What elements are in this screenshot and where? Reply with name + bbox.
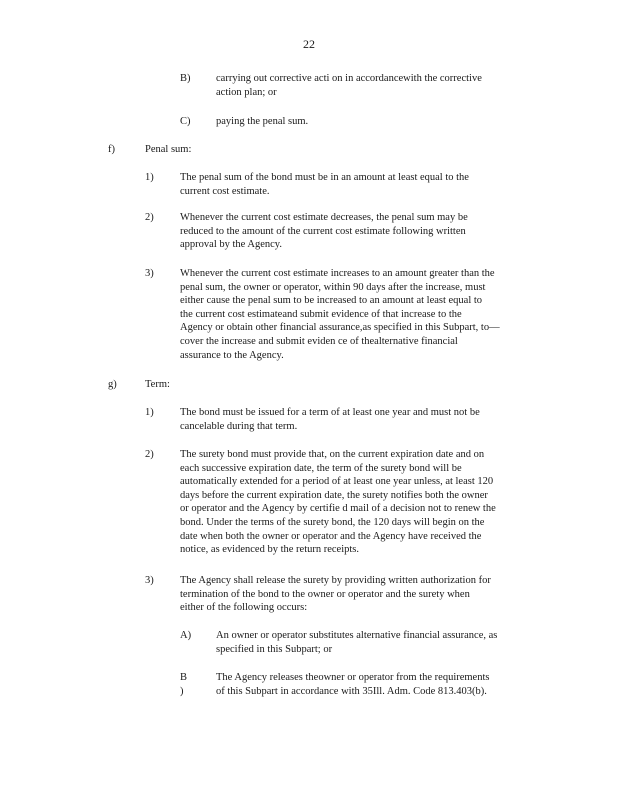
clause-line: notice, as evidenced by the return receipts. bbox=[180, 544, 360, 556]
clause-line: Agency or obtain other financial assurance,as specified in this Subpart, to— bbox=[180, 322, 500, 334]
clause-line: either cause the penal sum to be increased to an amount at least equal to bbox=[180, 295, 483, 307]
clause-label: 3) bbox=[145, 575, 154, 586]
section-heading: Penal sum: bbox=[145, 144, 192, 155]
clause-line: automatically extended for a period of at least one year unless, at least 120 bbox=[180, 476, 494, 488]
clause-line: The penal sum of the bond must be in an amount at least equal to the bbox=[180, 172, 469, 183]
clause-line: days before the current expiration date, the surety notifies both the owner bbox=[180, 489, 488, 501]
section-label: g) bbox=[108, 379, 117, 390]
clause-label: 2) bbox=[145, 212, 154, 223]
clause-line: the current cost estimateand submit evidence of that increase to the bbox=[180, 308, 462, 320]
clause-line: termination of the bond to the owner or operator and the surety when bbox=[180, 588, 470, 600]
clause-line: action plan; or bbox=[216, 86, 277, 98]
clause-line: penal sum, the owner or operator, within 90 days after the increase, must bbox=[180, 281, 486, 293]
clause-line: The surety bond must provide that, on the current expiration date and on bbox=[180, 449, 485, 460]
clause-label: B ) bbox=[180, 672, 188, 697]
clause-label: 1) bbox=[145, 407, 154, 418]
clause-line: current cost estimate. bbox=[180, 185, 270, 197]
section-label: f) bbox=[108, 144, 115, 155]
clause-line: assurance to the Agency. bbox=[180, 349, 284, 361]
clause-label: B) bbox=[180, 73, 191, 84]
clause-line: Whenever the current cost estimate decreases, the penal sum may be bbox=[180, 212, 468, 223]
clause-line: of this Subpart in accordance with 35Ill. Adm. Code 813.403(b). bbox=[216, 685, 487, 697]
clause-line: either of the following occurs: bbox=[180, 602, 308, 614]
clause-line: The Agency releases theowner or operator from the requirements bbox=[216, 672, 490, 683]
clause-line: The Agency shall release the surety by providing written authorization for bbox=[180, 575, 491, 586]
clause-line: An owner or operator substitutes alternative financial assurance, as bbox=[216, 630, 498, 641]
clause-line: cover the increase and submit eviden ce of thealternative financial bbox=[180, 335, 458, 347]
page-number: 22 bbox=[303, 37, 315, 51]
clause-label: A) bbox=[180, 630, 192, 641]
clause-line: date when both the owner or operator and the Agency have received the bbox=[180, 530, 482, 542]
clause-line: cancelable during that term. bbox=[180, 420, 298, 432]
clause-label: 2) bbox=[145, 449, 154, 460]
clause-line: approval by the Agency. bbox=[180, 239, 282, 251]
clause-line: carrying out corrective acti on in accordancewith the corrective bbox=[216, 73, 482, 84]
clause-line: Whenever the current cost estimate increases to an amount greater than the bbox=[180, 268, 495, 279]
clause-line: The bond must be issued for a term of at least one year and must not be bbox=[180, 407, 480, 418]
clause-line: reduced to the amount of the current cost estimate following written bbox=[180, 225, 466, 237]
section-heading: Term: bbox=[145, 379, 170, 390]
clause-line: bond. Under the terms of the surety bond, the 120 days will begin on the bbox=[180, 516, 485, 528]
clause-line: each successive expiration date, the term of the surety bond will be bbox=[180, 462, 462, 474]
clause-line: or operator and the Agency by certifie d mail of a decision not to renew the bbox=[180, 503, 496, 515]
clause-label: C) bbox=[180, 116, 191, 127]
clause-label: 1) bbox=[145, 172, 154, 183]
clause-label: 3) bbox=[145, 268, 154, 279]
clause-line: specified in this Subpart; or bbox=[216, 643, 333, 655]
clause-line: paying the penal sum. bbox=[216, 116, 309, 127]
